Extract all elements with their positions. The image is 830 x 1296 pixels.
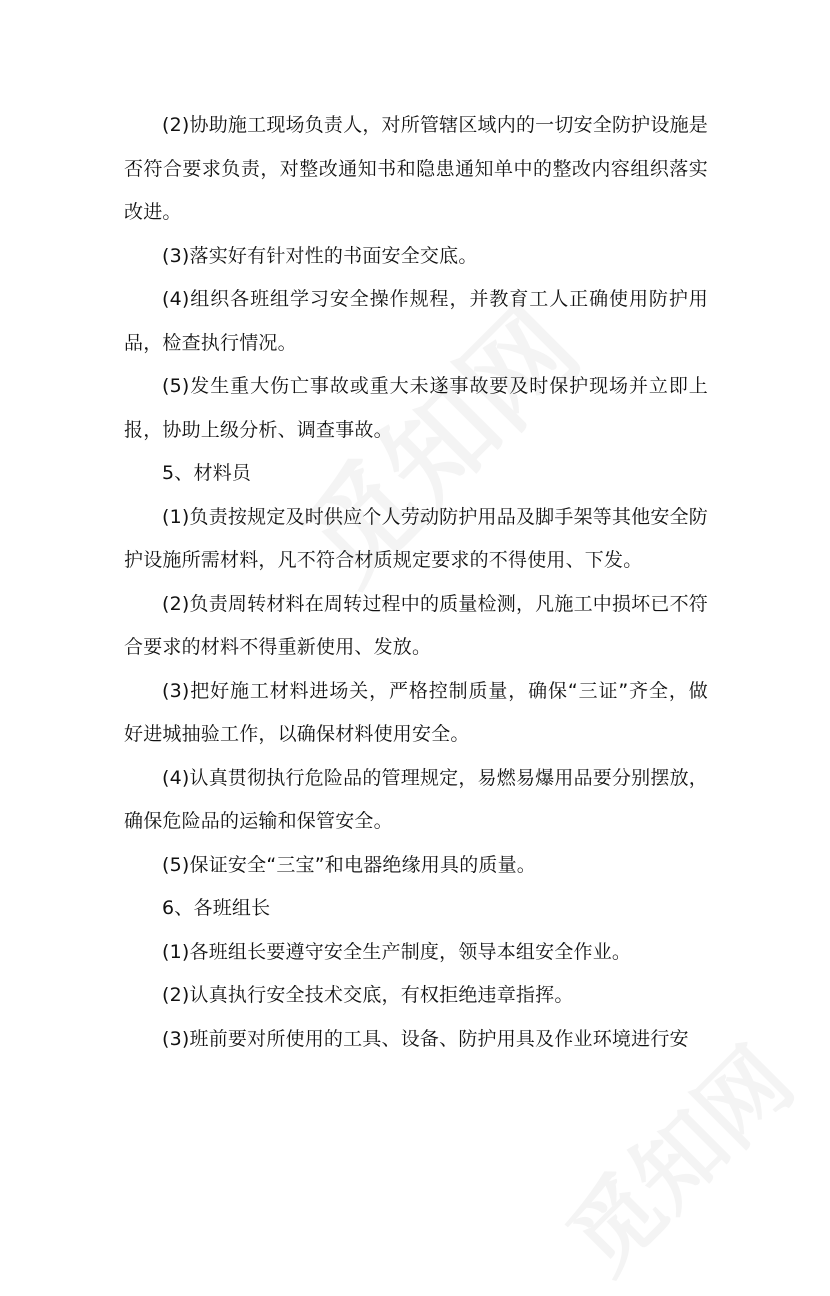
paragraph: (3)班前要对所使用的工具、设备、防护用具及作业环境进行安 — [162, 1027, 689, 1050]
document-body — [124, 104, 708, 1061]
paragraph: (5)发生重大伤亡事故或重大未遂事故要及时保护现场并立即上报，协助上级分析、调查事故。 — [124, 375, 708, 441]
section-heading: 5、材料员 — [162, 462, 252, 484]
paragraph: (1)各班组长要遵守安全生产制度，领导本组安全作业。 — [162, 940, 632, 963]
paragraph: (2)协助施工现场负责人，对所管辖区域内的一切安全防护设施是否符合要求负责，对整改通知书和隐患通知单中的整改内容组织落实改进。 — [124, 114, 708, 223]
paragraph: (4)组织各班组学习安全操作规程，并教育工人正确使用防护用品，检查执行情况。 — [124, 288, 708, 354]
paragraph: (5)保证安全“三宝”和电器绝缘用具的质量。 — [162, 853, 537, 876]
paragraph: (3)把好施工材料进场关，严格控制质量，确保“三证”齐全，做好进城抽验工作，以确保材料使用安全。 — [124, 679, 708, 745]
section-heading: 6、各班组长 — [162, 897, 271, 919]
paragraph: (1)负责按规定及时供应个人劳动防护用品及脚手架等其他安全防护设施所需材料，凡不符合材质规定要求的不得使用、下发。 — [124, 505, 708, 571]
paragraph: (4)认真贯彻执行危险品的管理规定，易燃易爆用品要分别摆放，确保危险品的运输和保管安全。 — [124, 766, 708, 832]
paragraph: (2)负责周转材料在周转过程中的质量检测，凡施工中损坏已不符合要求的材料不得重新使用、发放。 — [124, 592, 708, 658]
paragraph: (2)认真执行安全技术交底，有权拒绝违章指挥。 — [162, 984, 574, 1006]
paragraph: (3)落实好有针对性的书面安全交底。 — [162, 244, 478, 267]
